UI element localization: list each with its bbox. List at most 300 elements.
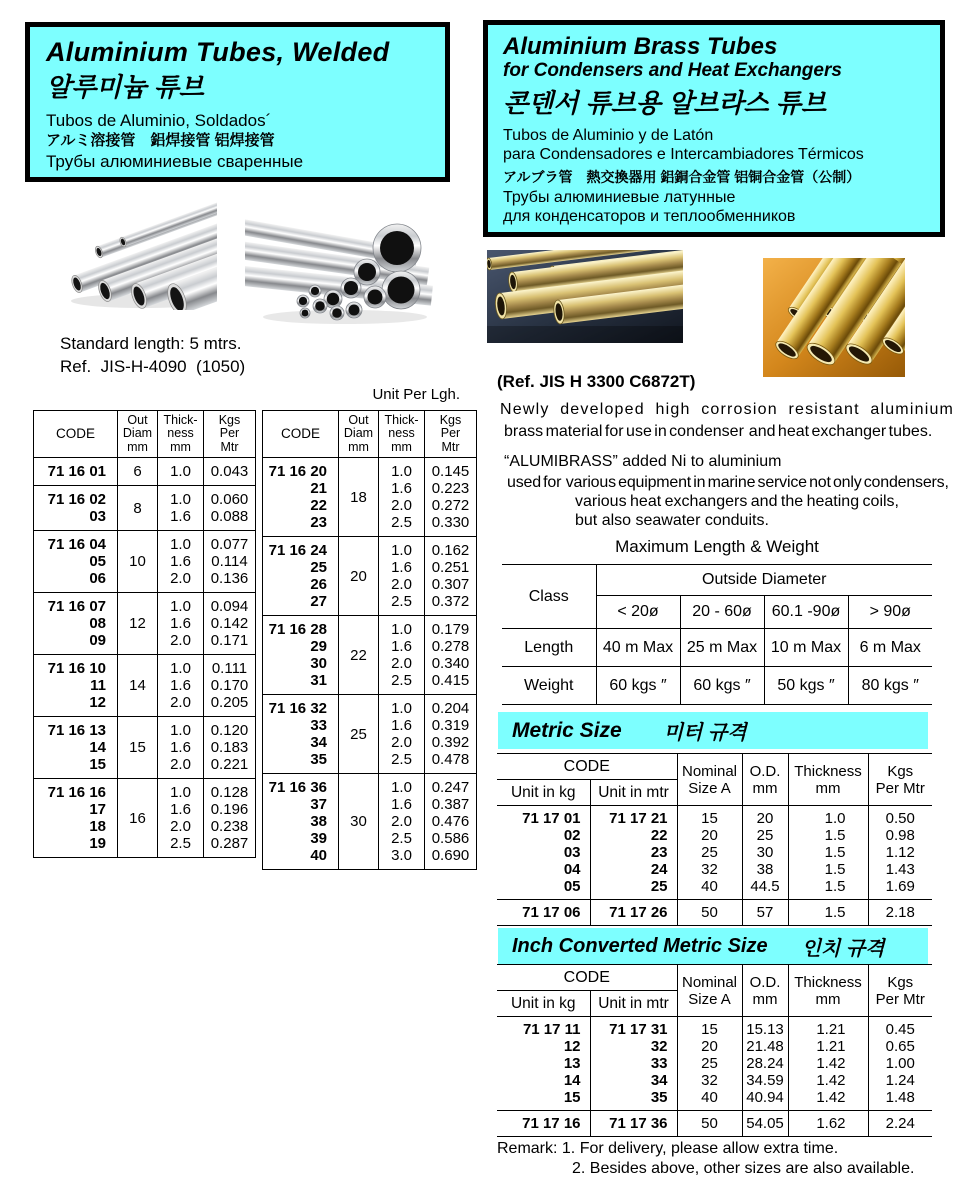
nominal-size-value: 20 (701, 827, 718, 844)
left-title-korean: 알루미늄 튜브 (46, 72, 204, 102)
nominal-size-value: 50 (701, 904, 718, 921)
code-cell (263, 695, 339, 774)
description-line-4: used for various equipment in marine service not only condensers, (507, 474, 949, 491)
thickness-value: 1.6 (391, 796, 412, 813)
kgs-value: 0.251 (431, 559, 470, 576)
kgs-value: 0.272 (431, 497, 470, 514)
kgs-cell (204, 593, 256, 655)
od-value: 38 (756, 861, 774, 878)
kgs-value: 1.12 (885, 844, 915, 861)
out-diam-cell: 14 (118, 655, 158, 717)
kgs-cell (204, 531, 256, 593)
weight-value: 80 kgs ″ (848, 667, 932, 705)
inch-size-title: Inch Converted Metric Size (512, 935, 768, 957)
kgs-value: 0.136 (210, 570, 249, 587)
code-mtr-value: 33 (650, 1055, 668, 1072)
code-value: 03 (89, 508, 106, 525)
right-header-box (483, 20, 945, 237)
code-value: 05 (89, 553, 106, 570)
kgs-value: 0.205 (210, 694, 249, 711)
code-mtr-value: 32 (650, 1038, 668, 1055)
kgs-value: 0.238 (210, 818, 249, 835)
code-value: 21 (310, 480, 327, 497)
od-value: 40.94 (746, 1089, 784, 1106)
thickness-value: 1.0 (391, 542, 412, 559)
tube-size-group (263, 774, 477, 870)
od-value: 57 (756, 904, 774, 921)
out-diam-cell: 15 (118, 717, 158, 779)
kgs-value: 1.69 (885, 878, 915, 895)
kgs-value: 0.043 (210, 463, 249, 480)
nominal-size-value: 20 (701, 1038, 718, 1055)
thickness-cell (158, 458, 204, 486)
code-value: 35 (310, 751, 327, 768)
thickness-value: 2.0 (391, 734, 412, 751)
code-value: 71 16 36 (268, 779, 327, 796)
col-header-out-diam: Out Diam mm (118, 411, 158, 458)
col-header-od: O.D. mm (742, 965, 788, 1017)
welded-header-row (263, 411, 477, 458)
code-mtr-cell (590, 1017, 677, 1111)
code-value: 71 16 13 (47, 722, 106, 739)
code-kg-value: 71 17 01 (522, 810, 581, 827)
code-kg-value: 13 (563, 1055, 581, 1072)
code-mtr-value: 24 (650, 861, 668, 878)
kgs-value: 1.24 (885, 1072, 915, 1089)
code-kg-value: 14 (563, 1072, 581, 1089)
thickness-value: 1.6 (170, 508, 191, 525)
code-kg-value: 02 (563, 827, 581, 844)
code-mtr-cell (590, 806, 677, 900)
code-value: 33 (310, 717, 327, 734)
thickness-value: 2.0 (391, 655, 412, 672)
weight-value: 50 kgs ″ (764, 667, 848, 705)
length-label: Length (502, 629, 596, 667)
code-mtr-value: 71 17 36 (609, 1115, 668, 1132)
code-value: 11 (90, 677, 106, 694)
code-value: 40 (310, 847, 327, 864)
od-range-4: > 90ø (848, 596, 932, 629)
left-title-spanish: Tubos de Aluminio, Soldados´ (46, 111, 272, 130)
weight-label: Weight (502, 667, 596, 705)
kgs-value: 0.145 (431, 463, 470, 480)
thickness-value: 3.0 (391, 847, 412, 864)
nominal-size-cell (677, 1017, 742, 1111)
nominal-size-value: 40 (701, 878, 718, 895)
code-kg-value: 15 (563, 1089, 581, 1106)
thickness-cell (788, 900, 868, 926)
kgs-value: 0.287 (210, 835, 249, 852)
right-reference: (Ref. JIS H 3300 C6872T) (497, 372, 696, 391)
kgs-value: 0.387 (431, 796, 470, 813)
od-range-2: 20 - 60ø (680, 596, 764, 629)
out-diam-cell: 18 (339, 458, 379, 537)
code-kg-value: 05 (563, 878, 581, 895)
metric-size-table (497, 753, 932, 926)
remark-line-2: 2. Besides above, other sizes are also available. (572, 1160, 915, 1177)
kgs-cell (868, 1111, 932, 1137)
col-header-kgs: Kgs Per Mtr (204, 411, 256, 458)
col-header-thickness: Thick- ness mm (379, 411, 425, 458)
nominal-size-value: 15 (701, 1021, 718, 1038)
code-mtr-cell (590, 900, 677, 926)
thickness-value: 1.6 (391, 717, 412, 734)
nominal-size-value: 25 (701, 1055, 718, 1072)
tube-size-group (34, 717, 256, 779)
welded-header-row (34, 411, 256, 458)
od-value: 25 (756, 827, 774, 844)
right-title-russian-2: для конденсаторов и теплообменников (503, 208, 796, 225)
thickness-cell (158, 779, 204, 858)
nominal-size-value: 32 (701, 861, 718, 878)
kgs-value: 0.372 (431, 593, 470, 610)
thickness-value: 1.42 (816, 1089, 846, 1106)
left-reference: Ref. JIS-H-4090 (1050) (60, 357, 246, 376)
weight-value: 60 kgs ″ (680, 667, 764, 705)
code-mtr-cell (590, 1111, 677, 1137)
code-value: 15 (89, 756, 106, 773)
kgs-value: 0.179 (431, 621, 470, 638)
od-cell (742, 1017, 788, 1111)
length-value: 6 m Max (848, 629, 932, 667)
tube-size-group (34, 531, 256, 593)
thickness-value: 1.0 (170, 598, 191, 615)
unit-per-length-label: Unit Per Lgh. (372, 386, 460, 403)
length-value: 10 m Max (764, 629, 848, 667)
thickness-cell (379, 774, 425, 870)
thickness-value: 1.6 (170, 801, 191, 818)
code-value: 71 16 01 (47, 463, 106, 480)
kgs-value: 0.221 (210, 756, 249, 773)
col-header-out-diam: Out Diam mm (339, 411, 379, 458)
thickness-value: 1.42 (816, 1072, 846, 1089)
thickness-cell (158, 717, 204, 779)
kgs-value: 0.50 (885, 810, 915, 827)
max-length-weight-title: Maximum Length & Weight (615, 537, 819, 556)
code-value: 71 16 20 (268, 463, 327, 480)
code-value: 08 (89, 615, 106, 632)
right-title: Aluminium Brass Tubes (503, 33, 778, 60)
code-cell (34, 458, 118, 486)
gold-tubes-photo (763, 258, 905, 377)
kgs-cell (204, 655, 256, 717)
col-header-code: CODE (34, 411, 118, 458)
code-value: 71 16 02 (47, 491, 106, 508)
out-diam-cell: 6 (118, 458, 158, 486)
code-kg-value: 12 (563, 1038, 581, 1055)
aluminium-tubes-photo (65, 202, 217, 310)
thickness-value: 1.6 (391, 638, 412, 655)
col-header-od: O.D. mm (742, 754, 788, 806)
code-kg-cell (497, 900, 590, 926)
thickness-cell (158, 593, 204, 655)
code-mtr-value: 35 (650, 1089, 668, 1106)
metric-size-band (498, 712, 928, 749)
thickness-value: 1.21 (816, 1021, 846, 1038)
code-cell (34, 779, 118, 858)
thickness-value: 1.5 (824, 827, 846, 844)
left-title-russian: Трубы алюминиевые сваренные (46, 152, 304, 171)
od-value: 44.5 (750, 878, 780, 895)
description-line-2: brass material for use in condenser and heat exchanger tubes. (504, 423, 933, 440)
code-mtr-value: 71 17 21 (609, 810, 668, 827)
welded-tubes-table-1 (33, 410, 256, 858)
kgs-value: 0.690 (431, 847, 470, 864)
thickness-value: 1.0 (170, 463, 191, 480)
thickness-cell (379, 458, 425, 537)
code-value: 71 16 07 (47, 598, 106, 615)
code-cell (34, 655, 118, 717)
size-group (497, 900, 932, 926)
kgs-cell (204, 486, 256, 531)
od-cell (742, 806, 788, 900)
kgs-value: 0.415 (431, 672, 470, 689)
thickness-cell (788, 1111, 868, 1137)
col-header-unit-kg: Unit in kg (497, 780, 590, 806)
col-header-kgs: Kgs Per Mtr (425, 411, 477, 458)
code-value: 27 (310, 593, 327, 610)
code-kg-value: 03 (563, 844, 581, 861)
tube-size-group (263, 458, 477, 537)
kgs-value: 0.077 (210, 536, 249, 553)
code-cell (34, 531, 118, 593)
kgs-cell (204, 717, 256, 779)
thickness-value: 2.0 (170, 756, 191, 773)
kgs-value: 1.00 (885, 1055, 915, 1072)
code-cell (34, 593, 118, 655)
tube-size-group (263, 695, 477, 774)
kgs-value: 0.330 (431, 514, 470, 531)
thickness-value: 2.0 (170, 632, 191, 649)
col-header-unit-mtr: Unit in mtr (590, 780, 677, 806)
out-diam-cell: 20 (339, 537, 379, 616)
thickness-value: 1.21 (816, 1038, 846, 1055)
out-diam-cell: 10 (118, 531, 158, 593)
right-title-russian-1: Трубы алюминиевые латунные (503, 189, 736, 206)
thickness-value: 1.0 (391, 463, 412, 480)
col-header-thickness: Thick- ness mm (158, 411, 204, 458)
col-header-code: CODE (497, 965, 677, 991)
size-group (497, 1111, 932, 1137)
thickness-value: 2.0 (170, 694, 191, 711)
aluminium-tube-bundle-photo (245, 198, 435, 328)
thickness-value: 2.0 (391, 497, 412, 514)
nominal-size-cell (677, 1111, 742, 1137)
out-diam-cell: 22 (339, 616, 379, 695)
right-title-spanish-2: para Condensadores e Intercambiadores Térmicos (503, 146, 864, 163)
standard-length-note: Standard length: 5 mtrs. (60, 334, 242, 353)
code-mtr-value: 25 (650, 878, 668, 895)
kgs-cell (868, 806, 932, 900)
thickness-cell (379, 695, 425, 774)
code-value: 38 (310, 813, 327, 830)
code-value: 34 (310, 734, 327, 751)
kgs-value: 0.247 (431, 779, 470, 796)
code-kg-cell (497, 1017, 590, 1111)
thickness-value: 2.5 (391, 514, 412, 531)
thickness-value: 1.42 (816, 1055, 846, 1072)
code-kg-value: 04 (563, 861, 581, 878)
code-cell (263, 537, 339, 616)
col-header-nominal: Nominal Size A (677, 754, 742, 806)
code-value: 18 (89, 818, 106, 835)
tube-size-group (34, 593, 256, 655)
tube-size-group (263, 537, 477, 616)
nominal-size-cell (677, 806, 742, 900)
code-value: 30 (310, 655, 327, 672)
kgs-value: 0.114 (211, 553, 248, 570)
code-cell (263, 774, 339, 870)
col-header-nominal: Nominal Size A (677, 965, 742, 1017)
kgs-value: 0.094 (210, 598, 249, 615)
kgs-value: 0.319 (431, 717, 470, 734)
thickness-value: 1.5 (824, 904, 846, 921)
thickness-cell (788, 806, 868, 900)
od-value: 54.05 (746, 1115, 784, 1132)
thickness-value: 2.5 (391, 593, 412, 610)
right-title-cjk: アルブラ管 熱交換器用 鋁銅合金管 铝铜合金管（公制） (503, 169, 861, 185)
code-mtr-value: 22 (650, 827, 668, 844)
kgs-cell (868, 1017, 932, 1111)
kgs-value: 0.45 (885, 1021, 915, 1038)
code-value: 71 16 10 (47, 660, 106, 677)
nominal-size-value: 32 (701, 1072, 718, 1089)
kgs-value: 2.18 (885, 904, 915, 921)
kgs-value: 0.278 (431, 638, 470, 655)
thickness-value: 1.5 (824, 844, 846, 861)
tube-size-group (263, 616, 477, 695)
code-cell (263, 458, 339, 537)
kgs-cell (425, 458, 477, 537)
metric-size-korean: 미터 규격 (663, 722, 747, 744)
kgs-value: 0.183 (210, 739, 249, 756)
col-header-code: CODE (263, 411, 339, 458)
od-range-3: 60.1 -90ø (764, 596, 848, 629)
thickness-value: 1.5 (824, 878, 846, 895)
code-cell (34, 486, 118, 531)
col-header-unit-mtr: Unit in mtr (590, 991, 677, 1017)
code-value: 22 (310, 497, 327, 514)
kgs-value: 0.111 (211, 660, 248, 677)
thickness-value: 2.0 (391, 576, 412, 593)
kgs-cell (204, 458, 256, 486)
kgs-value: 0.340 (431, 655, 470, 672)
tube-size-group (34, 458, 256, 486)
kgs-value: 0.223 (431, 480, 470, 497)
thickness-value: 1.6 (170, 615, 191, 632)
thickness-cell (788, 1017, 868, 1111)
remark-line-1: Remark: 1. For delivery, please allow extra time. (497, 1140, 839, 1157)
thickness-value: 1.0 (391, 700, 412, 717)
inch-size-korean: 인치 규격 (801, 938, 885, 960)
thickness-value: 2.0 (170, 818, 191, 835)
left-title: Aluminium Tubes, Welded (46, 37, 390, 67)
size-header-row-1 (497, 965, 932, 991)
thickness-value: 1.0 (170, 491, 191, 508)
weight-value: 60 kgs ″ (596, 667, 680, 705)
class-label: Class (502, 565, 596, 629)
kgs-cell (868, 900, 932, 926)
code-mtr-value: 71 17 26 (609, 904, 668, 921)
code-value: 71 16 04 (47, 536, 106, 553)
nominal-size-value: 40 (701, 1089, 718, 1106)
od-value: 30 (756, 844, 774, 861)
thickness-value: 1.6 (170, 553, 191, 570)
nominal-size-value: 15 (701, 810, 718, 827)
thickness-cell (158, 531, 204, 593)
nominal-size-cell (677, 900, 742, 926)
thickness-value: 1.6 (391, 559, 412, 576)
left-header-box (25, 22, 450, 182)
kgs-cell (425, 537, 477, 616)
thickness-value: 2.5 (170, 835, 191, 852)
code-kg-value: 71 17 06 (522, 904, 581, 921)
description-line-3: “ALUMIBRASS” added Ni to aluminium (504, 453, 782, 470)
kgs-value: 0.060 (210, 491, 249, 508)
inch-converted-size-table (497, 964, 932, 1137)
od-value: 34.59 (746, 1072, 784, 1089)
kgs-value: 0.162 (431, 542, 470, 559)
thickness-value: 1.0 (170, 536, 191, 553)
length-value: 25 m Max (680, 629, 764, 667)
code-value: 26 (310, 576, 327, 593)
od-value: 21.48 (746, 1038, 784, 1055)
code-cell (34, 717, 118, 779)
out-diam-cell: 8 (118, 486, 158, 531)
col-header-code: CODE (497, 754, 677, 780)
code-value: 06 (89, 570, 106, 587)
col-header-unit-kg: Unit in kg (497, 991, 590, 1017)
code-value: 37 (310, 796, 327, 813)
thickness-cell (158, 655, 204, 717)
size-group (497, 1017, 932, 1111)
col-header-thickness: Thickness mm (788, 754, 868, 806)
kgs-cell (425, 695, 477, 774)
kgs-value: 2.24 (885, 1115, 915, 1132)
code-value: 71 16 16 (47, 784, 106, 801)
code-value: 71 16 24 (268, 542, 327, 559)
thickness-value: 1.62 (816, 1115, 846, 1132)
od-value: 20 (756, 810, 774, 827)
kgs-value: 0.586 (431, 830, 470, 847)
col-header-kgs: Kgs Per Mtr (868, 965, 932, 1017)
out-diam-cell: 12 (118, 593, 158, 655)
out-diam-cell: 30 (339, 774, 379, 870)
kgs-cell (425, 616, 477, 695)
kgs-value: 1.43 (885, 861, 915, 878)
kgs-value: 0.171 (210, 632, 249, 649)
thickness-cell (379, 537, 425, 616)
welded-tubes-table-2 (262, 410, 477, 870)
code-value: 19 (89, 835, 106, 852)
kgs-value: 1.48 (885, 1089, 915, 1106)
thickness-value: 1.0 (170, 784, 191, 801)
thickness-value: 1.0 (170, 660, 191, 677)
tube-size-group (34, 655, 256, 717)
thickness-value: 2.5 (391, 751, 412, 768)
code-value: 31 (310, 672, 327, 689)
left-title-cjk: アルミ溶接管 鋁焊接管 铝焊接管 (46, 132, 275, 149)
thickness-value: 2.5 (391, 672, 412, 689)
col-header-kgs: Kgs Per Mtr (868, 754, 932, 806)
code-value: 29 (310, 638, 327, 655)
kgs-cell (204, 779, 256, 858)
thickness-value: 2.5 (391, 830, 412, 847)
code-kg-value: 71 17 16 (522, 1115, 581, 1132)
code-kg-cell (497, 806, 590, 900)
od-range-1: < 20ø (596, 596, 680, 629)
inch-size-band (498, 928, 928, 965)
